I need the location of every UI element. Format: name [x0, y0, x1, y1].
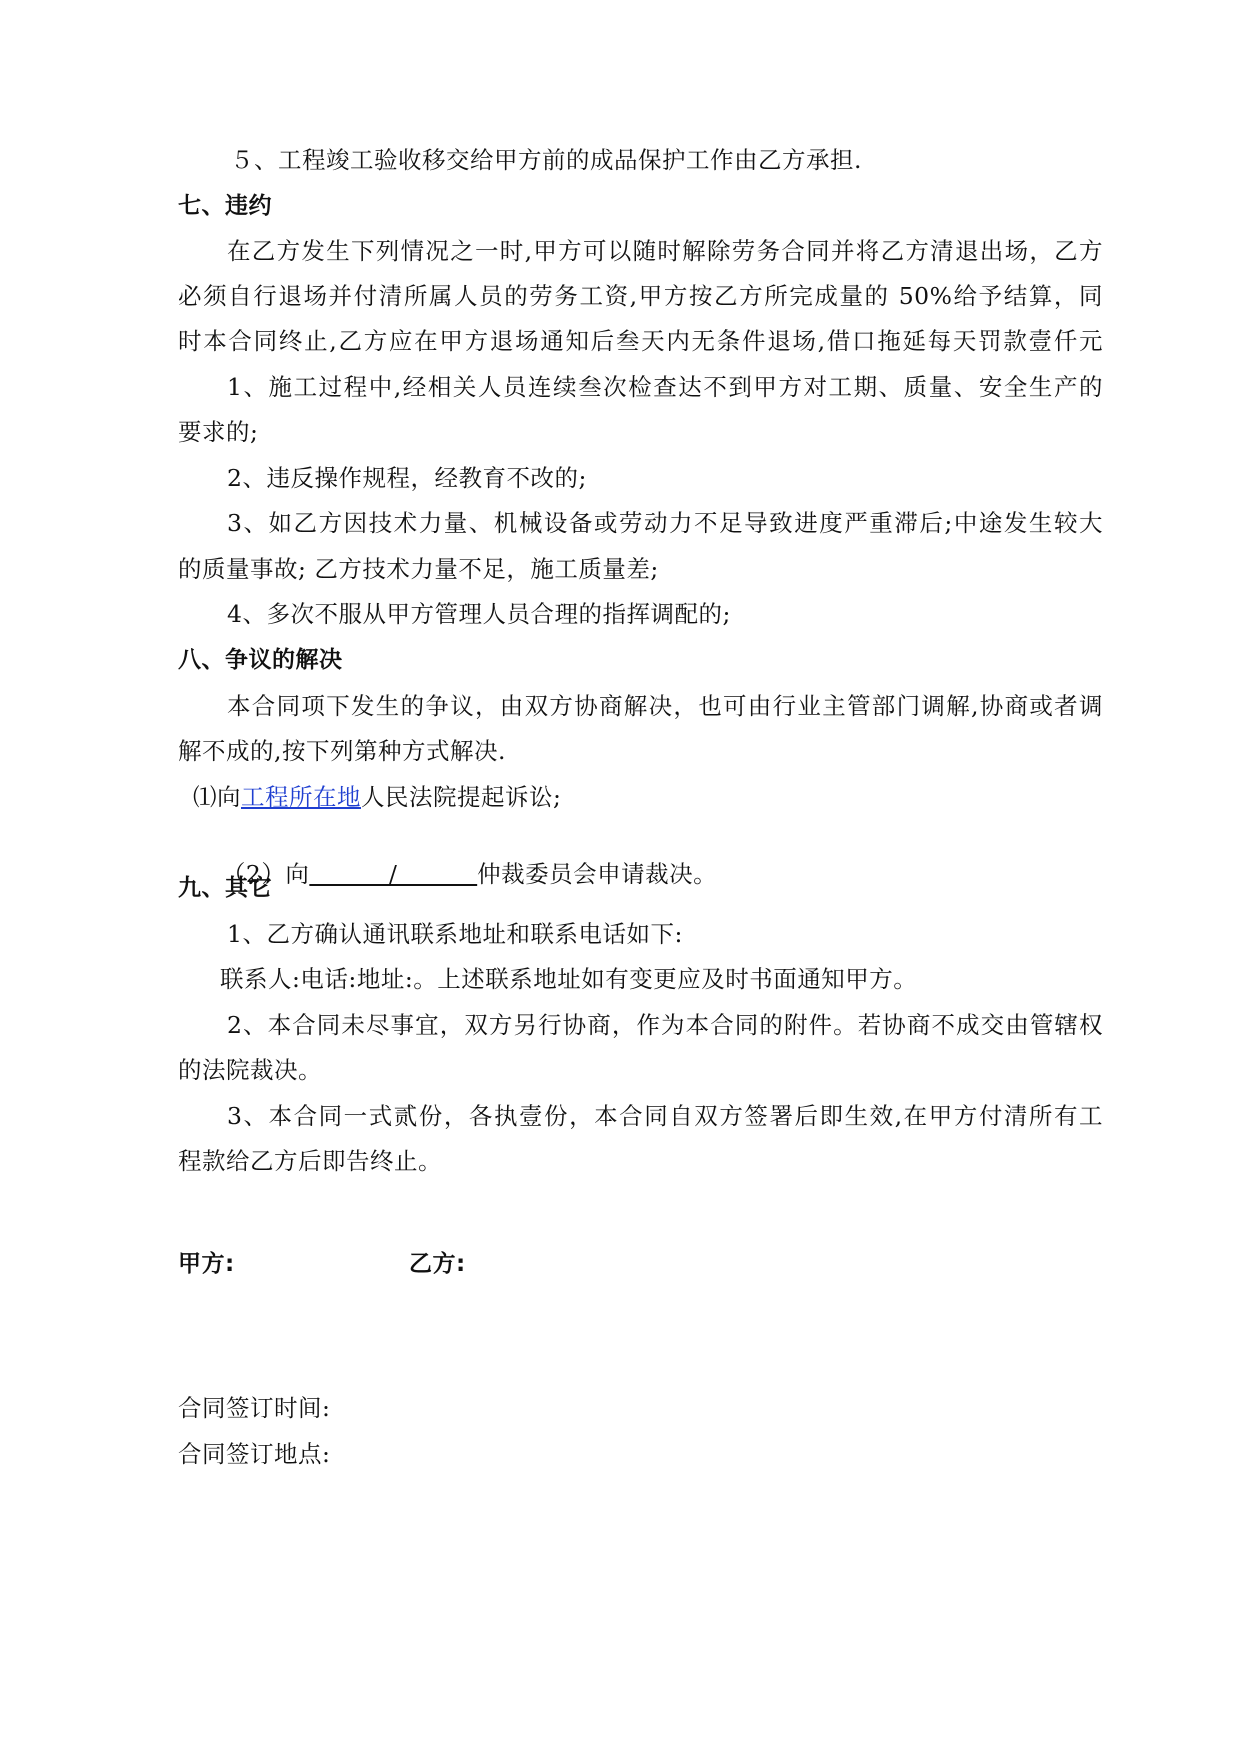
sec7-item2: 2、违反操作规程，经教育不改的; — [227, 464, 587, 492]
court-location-link[interactable]: 工程所在地 — [241, 783, 361, 811]
sec9-heading: 九、其它 — [178, 875, 272, 901]
sign-time-label: 合同签订时间: — [178, 1394, 331, 1422]
sec7-intro-line-1: 在乙方发生下列情况之一时,甲方可以随时解除劳务合同并将乙方清退出场，乙方 — [227, 237, 1103, 265]
sec7-item4: 4、多次不服从甲方管理人员合理的指挥调配的; — [227, 600, 731, 628]
sec6-item5: ５、工程竣工验收移交给甲方前的成品保护工作由乙方承担. — [230, 146, 862, 174]
sign-place-label: 合同签订地点: — [178, 1440, 331, 1468]
sec7-intro-line-3: 时本合同终止,乙方应在甲方退场通知后叁天内无条件退场,借口拖延每天罚款壹仟元 — [178, 327, 1103, 355]
sec7-heading: 七、违约 — [178, 193, 272, 219]
party-a-label: 甲方: — [178, 1251, 235, 1277]
sec9-contact: 联系人:电话:地址:。上述联系地址如有变更应及时书面通知甲方。 — [220, 965, 918, 993]
sec8-heading: 八、争议的解决 — [178, 647, 343, 673]
sec7-intro-line-2: 必须自行退场并付清所属人员的劳务工资,甲方按乙方所完成量的 50%给予结算，同 — [178, 282, 1103, 310]
option2-suffix: 仲裁委员会申请裁决。 — [477, 860, 718, 888]
sec8-option-1 — [193, 781, 1118, 813]
sec9-item2-line-1: 2、本合同未尽事宜，双方另行协商，作为本合同的附件。若协商不成交由管辖权 — [227, 1011, 1103, 1039]
option1-suffix: 人民法院提起诉讼; — [361, 783, 562, 811]
option2-prefix: （2）向 — [221, 860, 310, 888]
sec7-item1-line-1: 1、施工过程中,经相关人员连续叁次检查达不到甲方对工期、质量、安全生产的 — [227, 373, 1103, 401]
option1-prefix: ⑴向 — [193, 783, 241, 811]
sec7-item1-line-2: 要求的; — [178, 418, 259, 446]
sec9-item1: 1、乙方确认通讯联系地址和联系电话如下: — [227, 920, 683, 948]
sec8-intro-line-2: 解不成的,按下列第种方式解决. — [178, 737, 506, 765]
sec9-item3-line-1: 3、本合同一式贰份，各执壹份，本合同自双方签署后即生效,在甲方付清所有工 — [227, 1102, 1103, 1130]
arbitration-blank: / — [309, 860, 478, 888]
sec9-item3-line-2: 程款给乙方后即告终止。 — [178, 1147, 442, 1175]
sec7-item3-line-2: 的质量事故; 乙方技术力量不足，施工质量差; — [178, 555, 659, 583]
sec9-item2-line-2: 的法院裁决。 — [178, 1056, 322, 1084]
sec8-intro-line-1: 本合同项下发生的争议，由双方协商解决，也可由行业主管部门调解,协商或者调 — [227, 692, 1103, 720]
sec7-item3-line-1: 3、如乙方因技术力量、机械设备或劳动力不足导致进度严重滞后;中途发生较大 — [227, 509, 1103, 537]
party-b-label: 乙方: — [409, 1251, 466, 1277]
